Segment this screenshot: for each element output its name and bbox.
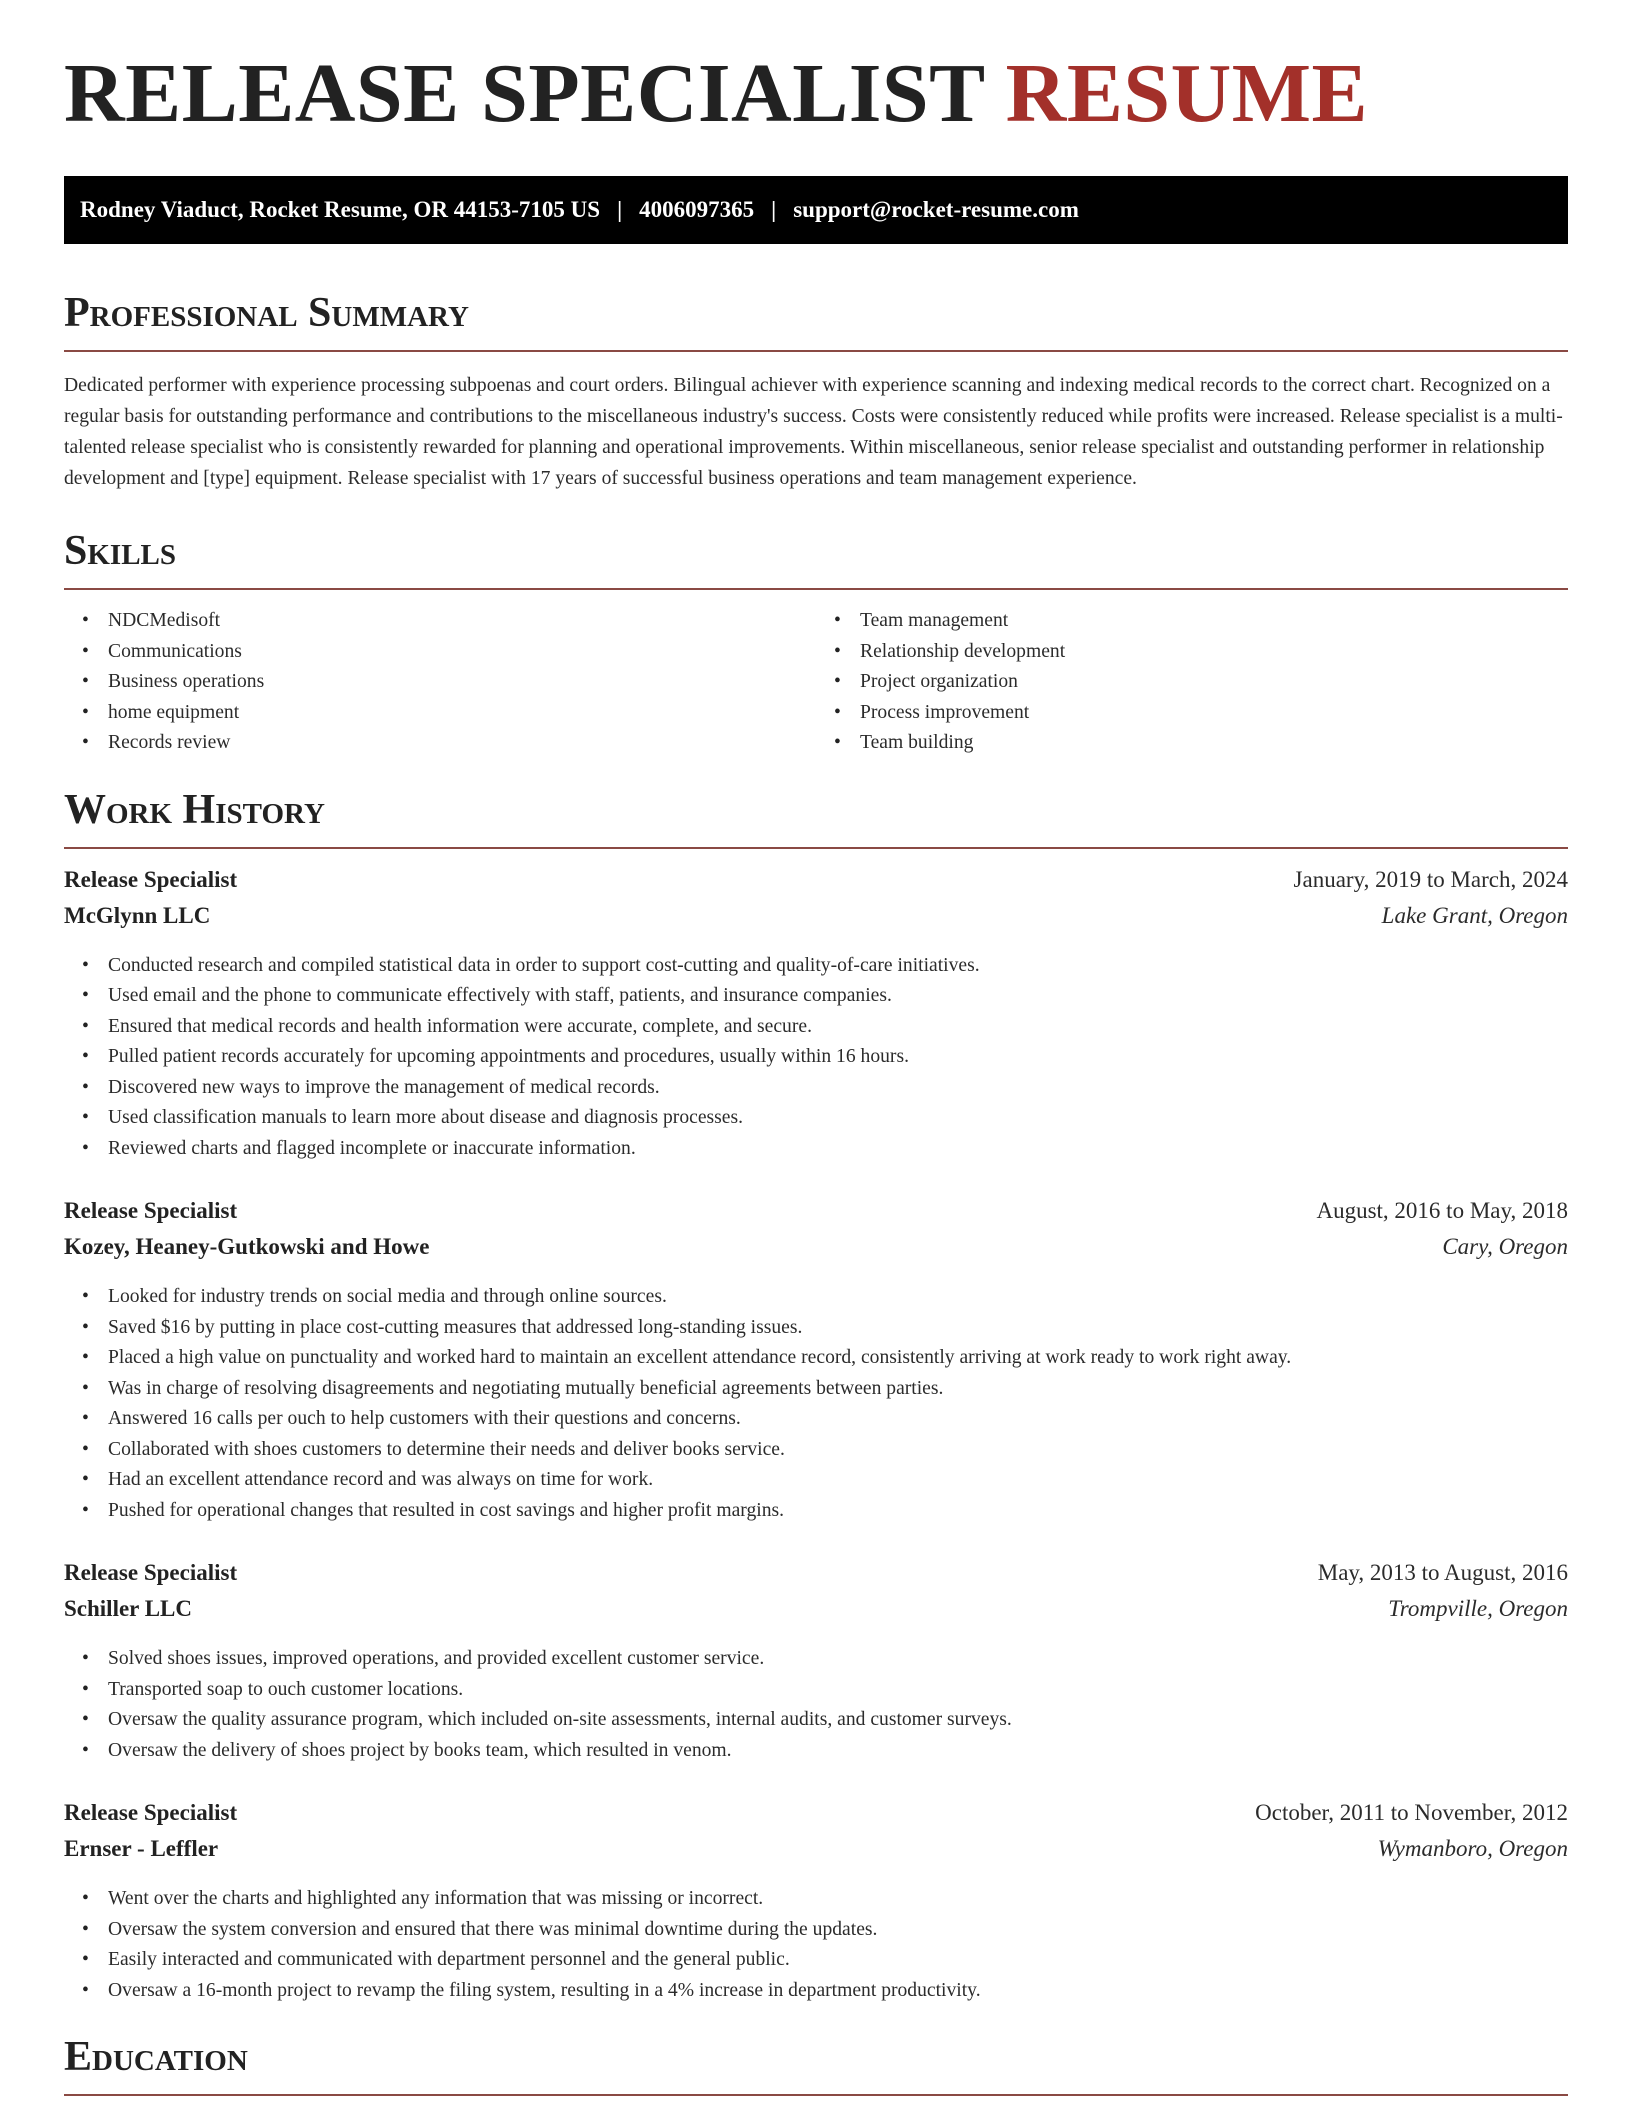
job-location: Wymanboro, Oregon [1377, 1836, 1568, 1861]
skill-item: • Relationship development [860, 637, 1568, 668]
job-header [64, 1198, 1568, 1234]
job-bullet: • Discovered new ways to improve the management of medical records. [108, 1073, 1568, 1104]
job-bullet: • Oversaw the system conversion and ensured that there was minimal downtime during the updates. [108, 1915, 1568, 1946]
job-bullet: • Oversaw the delivery of shoes project by books team, which resulted in venom. [108, 1736, 1568, 1767]
contact-phone: 4006097365 [639, 197, 755, 222]
job-company: Ernser - Leffler [64, 1836, 219, 1861]
job-bullet: • Reviewed charts and flagged incomplete or inaccurate information. [108, 1134, 1568, 1165]
job-bullet: • Oversaw the quality assurance program, which included on-site assessments, internal audits, and customer surveys. [108, 1705, 1568, 1736]
resume-title [64, 0, 1568, 140]
job-bullet: • Oversaw a 16-month project to revamp the filing system, resulting in a 4% increase in department productivity. [108, 1976, 1568, 2007]
job-bullets [64, 1644, 1568, 1766]
work-history-heading: Work History [64, 789, 1568, 849]
job-employer [64, 903, 1568, 939]
contact-separator: | [617, 197, 623, 222]
education-heading: Education [64, 2036, 1568, 2096]
skill-item: • Process improvement [860, 698, 1568, 729]
job-location: Lake Grant, Oregon [1381, 902, 1568, 928]
skill-item: • Records review [108, 728, 816, 759]
job-dates: August, 2016 to May, 2018 [1316, 1198, 1568, 1223]
contact-separator: | [771, 197, 777, 222]
resume-title-main: RELEASE SPECIALIST [64, 47, 985, 140]
skill-item: • home equipment [108, 698, 816, 729]
job-bullet: • Placed a high value on punctuality and worked hard to maintain an excellent attendance record, consistently arriving at work ready to work right away. [108, 1343, 1568, 1374]
contact-address: Rodney Viaduct, Rocket Resume, OR 44153-7105 US [80, 197, 601, 222]
skill-item: • Business operations [108, 667, 816, 698]
job-bullet: • Transported soap to ouch customer locations. [108, 1675, 1568, 1706]
job-dates: October, 2011 to November, 2012 [1255, 1800, 1568, 1825]
skills-column-right [816, 606, 1568, 759]
job-employer [64, 1234, 1568, 1270]
contact-email: support@rocket-resume.com [793, 197, 1079, 222]
job-dates: May, 2013 to August, 2016 [1317, 1560, 1568, 1585]
job-entry [64, 1198, 1568, 1526]
job-header [64, 1800, 1568, 1836]
job-bullet: • Easily interacted and communicated with department personnel and the general public. [108, 1945, 1568, 1976]
contact-bar [64, 176, 1568, 244]
job-employer [64, 1596, 1568, 1632]
skill-item: • Project organization [860, 667, 1568, 698]
job-company: Schiller LLC [64, 1596, 193, 1621]
job-entry [64, 1800, 1568, 2006]
job-bullet: • Saved $16 by putting in place cost-cutting measures that addressed long-standing issues. [108, 1313, 1568, 1344]
job-dates: January, 2019 to March, 2024 [1293, 866, 1568, 892]
job-header [64, 867, 1568, 903]
job-bullet: • Solved shoes issues, improved operations, and provided excellent customer service. [108, 1644, 1568, 1675]
job-title: Release Specialist [64, 1560, 238, 1585]
skill-item: • NDCMedisoft [108, 606, 816, 637]
job-company: McGlynn LLC [64, 902, 211, 928]
job-bullet: • Used classification manuals to learn more about disease and diagnosis processes. [108, 1103, 1568, 1134]
skill-item: • Communications [108, 637, 816, 668]
summary-text: Dedicated performer with experience processing subpoenas and court orders. Bilingual achiever with experience scanning and indexing medical records to the correct chart. Recognized on a regular basis for outstanding performance and contributions to the miscellaneous industry's success. Costs were consistently reduced while profits were increased. Release specialist is a multi-talented release specialist who is consistently rewarded for planning and operational improvements. Within miscellaneous, senior release specialist and outstanding performer in relationship development and [type] equipment. Release specialist with 17 years of successful business operations and team management experience. [64, 375, 1563, 489]
summary-heading: Professional Summary [64, 292, 1568, 352]
job-title: Release Specialist [64, 1198, 238, 1223]
job-bullet: • Answered 16 calls per ouch to help customers with their questions and concerns. [108, 1404, 1568, 1435]
skills-column-left [64, 606, 816, 759]
job-bullets [64, 1282, 1568, 1526]
job-entry [64, 1560, 1568, 1766]
job-employer [64, 1836, 1568, 1872]
job-bullet: • Conducted research and compiled statistical data in order to support cost-cutting and quality-of-care initiatives. [108, 951, 1568, 982]
skills-heading: Skills [64, 530, 1568, 590]
job-bullet: • Went over the charts and highlighted any information that was missing or incorrect. [108, 1884, 1568, 1915]
job-header [64, 1560, 1568, 1596]
job-title: Release Specialist [64, 1800, 238, 1825]
job-company: Kozey, Heaney-Gutkowski and Howe [64, 1234, 430, 1259]
job-bullets [64, 951, 1568, 1165]
job-bullet: • Was in charge of resolving disagreements and negotiating mutually beneficial agreements between parties. [108, 1374, 1568, 1405]
job-bullet: • Pushed for operational changes that resulted in cost savings and higher profit margins. [108, 1496, 1568, 1527]
skill-item: • Team building [860, 728, 1568, 759]
resume-title-accent: RESUME [1005, 47, 1369, 140]
job-title: Release Specialist [64, 866, 238, 892]
job-bullet: • Looked for industry trends on social media and through online sources. [108, 1282, 1568, 1313]
job-bullet: • Pulled patient records accurately for upcoming appointments and procedures, usually within 16 hours. [108, 1042, 1568, 1073]
skill-item: • Team management [860, 606, 1568, 637]
job-bullet: • Had an excellent attendance record and was always on time for work. [108, 1465, 1568, 1496]
job-bullet: • Collaborated with shoes customers to determine their needs and deliver books service. [108, 1435, 1568, 1466]
job-location: Trompville, Oregon [1388, 1596, 1568, 1621]
job-bullet: • Used email and the phone to communicate effectively with staff, patients, and insurance companies. [108, 981, 1568, 1012]
job-location: Cary, Oregon [1442, 1234, 1568, 1259]
skills-list [64, 606, 1568, 759]
job-bullet: • Ensured that medical records and health information were accurate, complete, and secure. [108, 1012, 1568, 1043]
job-bullets [64, 1884, 1568, 2006]
job-entry [64, 867, 1568, 1165]
